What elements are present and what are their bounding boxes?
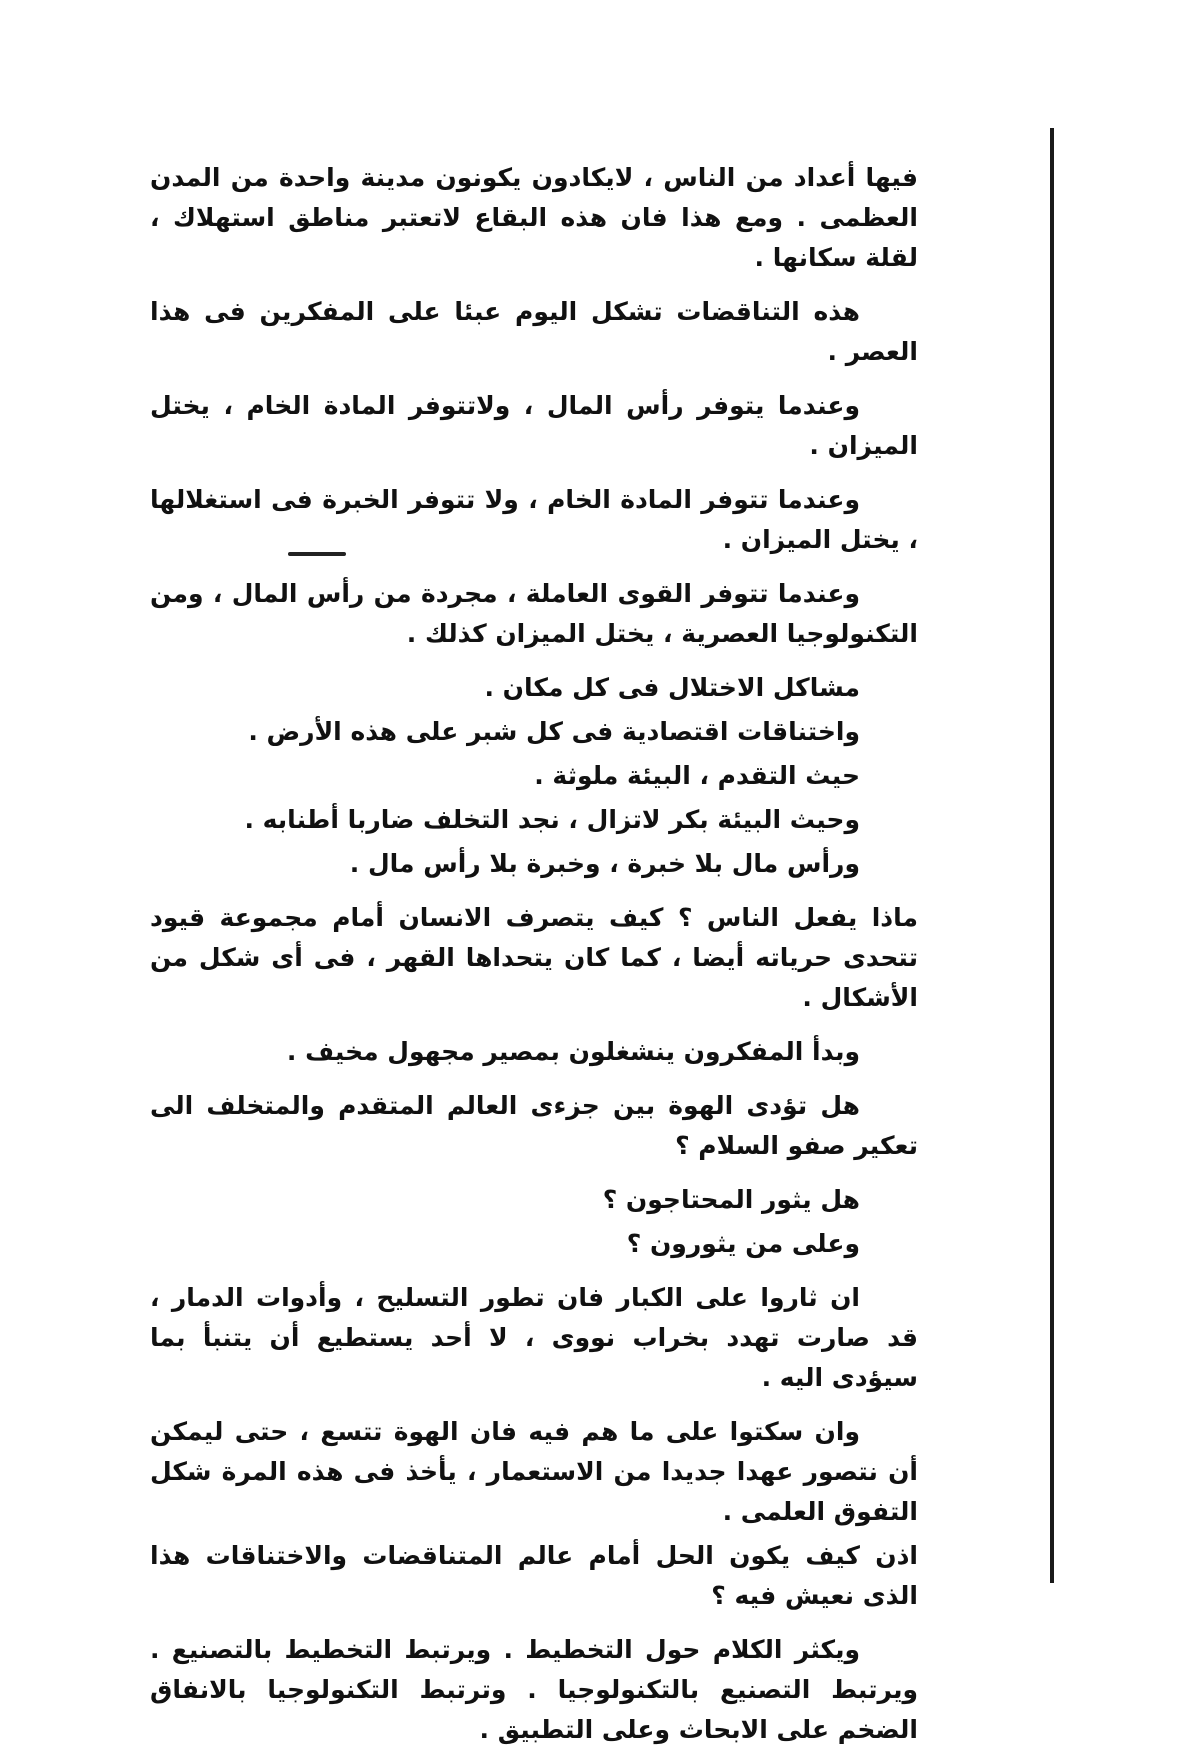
paragraph: واختناقات اقتصادية فى كل شبر على هذه الأرض . [248, 717, 860, 746]
paragraph: مشاكل الاختلال فى كل مكان . [484, 673, 860, 702]
paragraph: ويكثر الكلام حول التخطيط . ويرتبط التخطيط بالتصنيع . ويرتبط التصنيع بالتكنولوجيا . وترتبط التكنولوجيا بالانفاق الضخم على الابحاث وعلى التطبيق . [150, 1635, 918, 1744]
body-text [150, 158, 918, 1764]
paragraph: هل تؤدى الهوة بين جزءى العالم المتقدم والمتخلف الى تعكير صفو السلام ؟ [150, 1091, 918, 1160]
paragraph: وعندما تتوفر المادة الخام ، ولا تتوفر الخبرة فى استغلالها ، يختل الميزان . [150, 485, 918, 554]
paragraph: وحيث البيئة بكر لاتزال ، نجد التخلف ضاربا أطنابه . [244, 805, 860, 834]
paragraph: هل يثور المحتاجون ؟ [602, 1185, 860, 1214]
paragraph: وعندما تتوفر القوى العاملة ، مجردة من رأس المال ، ومن التكنولوجيا العصرية ، يختل الميزان كذلك . [150, 579, 918, 648]
paragraph: وبدأ المفكرون ينشغلون بمصير مجهول مخيف . [286, 1037, 860, 1066]
paragraph: وعلى من يثورون ؟ [626, 1229, 860, 1258]
paragraph: حيث التقدم ، البيئة ملوثة . [534, 761, 860, 790]
paragraph: ان ثاروا على الكبار فان تطور التسليح ، وأدوات الدمار ، قد صارت تهدد بخراب نووى ، لا أحد يستطيع أن يتنبأ بما سيؤدى اليه . [150, 1283, 918, 1392]
paragraph: وعندما يتوفر رأس المال ، ولاتتوفر المادة الخام ، يختل الميزان . [150, 391, 918, 460]
paragraph: فيها أعداد من الناس ، لايكادون يكونون مدينة واحدة من المدن العظمى . ومع هذا فان هذه البقاع لاتعتبر مناطق استهلاك ، لقلة سكانها . [150, 163, 918, 272]
paragraph: ماذا يفعل الناس ؟ كيف يتصرف الانسان أمام مجموعة قيود تتحدى حرياته أيضا ، كما كان يتحداها القهر ، فى أى شكل من الأشكال . [150, 903, 918, 1012]
margin-rule [1050, 128, 1054, 1583]
paragraph: اذن كيف يكون الحل أمام عالم المتناقضات والاختناقات هذا الذى نعيش فيه ؟ [150, 1541, 918, 1610]
paragraph: وان سكتوا على ما هم فيه فان الهوة تتسع ، حتى ليمكن أن نتصور عهدا جديدا من الاستعمار ، يأخذ فى هذه المرة شكل التفوق العلمى . [150, 1417, 918, 1526]
paragraph: ورأس مال بلا خبرة ، وخبرة بلا رأس مال . [349, 849, 860, 878]
paragraph: هذه التناقضات تشكل اليوم عبئا على المفكرين فى هذا العصر . [150, 297, 918, 366]
